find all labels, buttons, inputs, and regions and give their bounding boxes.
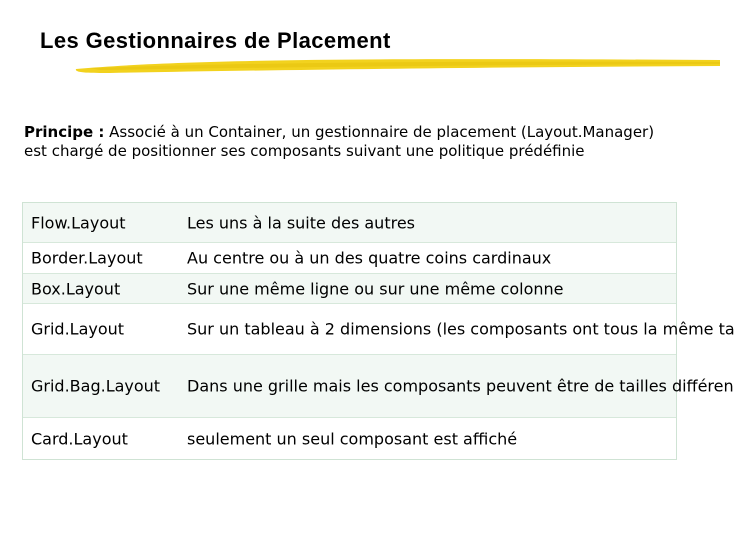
table-row bbox=[23, 304, 735, 355]
layout-manager-table bbox=[22, 202, 735, 460]
title-underline-brushstroke bbox=[70, 54, 720, 78]
table-row bbox=[23, 274, 676, 304]
layout-name-cell: Box.Layout bbox=[31, 279, 121, 298]
layout-name-cell: Grid.Layout bbox=[31, 319, 125, 339]
layout-description-cell: Sur un tableau à 2 dimensions (les composants ont tous la même ta bbox=[187, 319, 735, 339]
table-row bbox=[23, 355, 734, 418]
slide-title: Les Gestionnaires de Placement bbox=[40, 28, 391, 53]
principle-paragraph bbox=[24, 123, 704, 161]
layout-name-cell: Border.Layout bbox=[31, 248, 143, 268]
principle-line2: est chargé de positionner ses composants suivant une politique prédéfinie bbox=[24, 142, 585, 160]
layout-description-cell: Sur une même ligne ou sur une même colonne bbox=[187, 279, 564, 298]
table-row bbox=[23, 418, 676, 459]
layout-name-cell: Flow.Layout bbox=[31, 213, 126, 232]
principle-line1: Associé à un Container, un gestionnaire de placement (Layout.Manager) bbox=[104, 123, 655, 141]
layout-description-cell: Les uns à la suite des autres bbox=[187, 213, 415, 232]
layout-description-cell: Au centre ou à un des quatre coins cardinaux bbox=[187, 248, 552, 268]
table-row bbox=[23, 243, 676, 274]
layout-description-cell: seulement un seul composant est affiché bbox=[187, 429, 518, 448]
layout-name-cell: Card.Layout bbox=[31, 429, 128, 448]
principle-label: Principe : bbox=[24, 123, 105, 141]
layout-name-cell: Grid.Bag.Layout bbox=[31, 376, 161, 396]
layout-description-cell: Dans une grille mais les composants peuvent être de tailles différen bbox=[187, 376, 734, 396]
table-row bbox=[23, 203, 676, 243]
